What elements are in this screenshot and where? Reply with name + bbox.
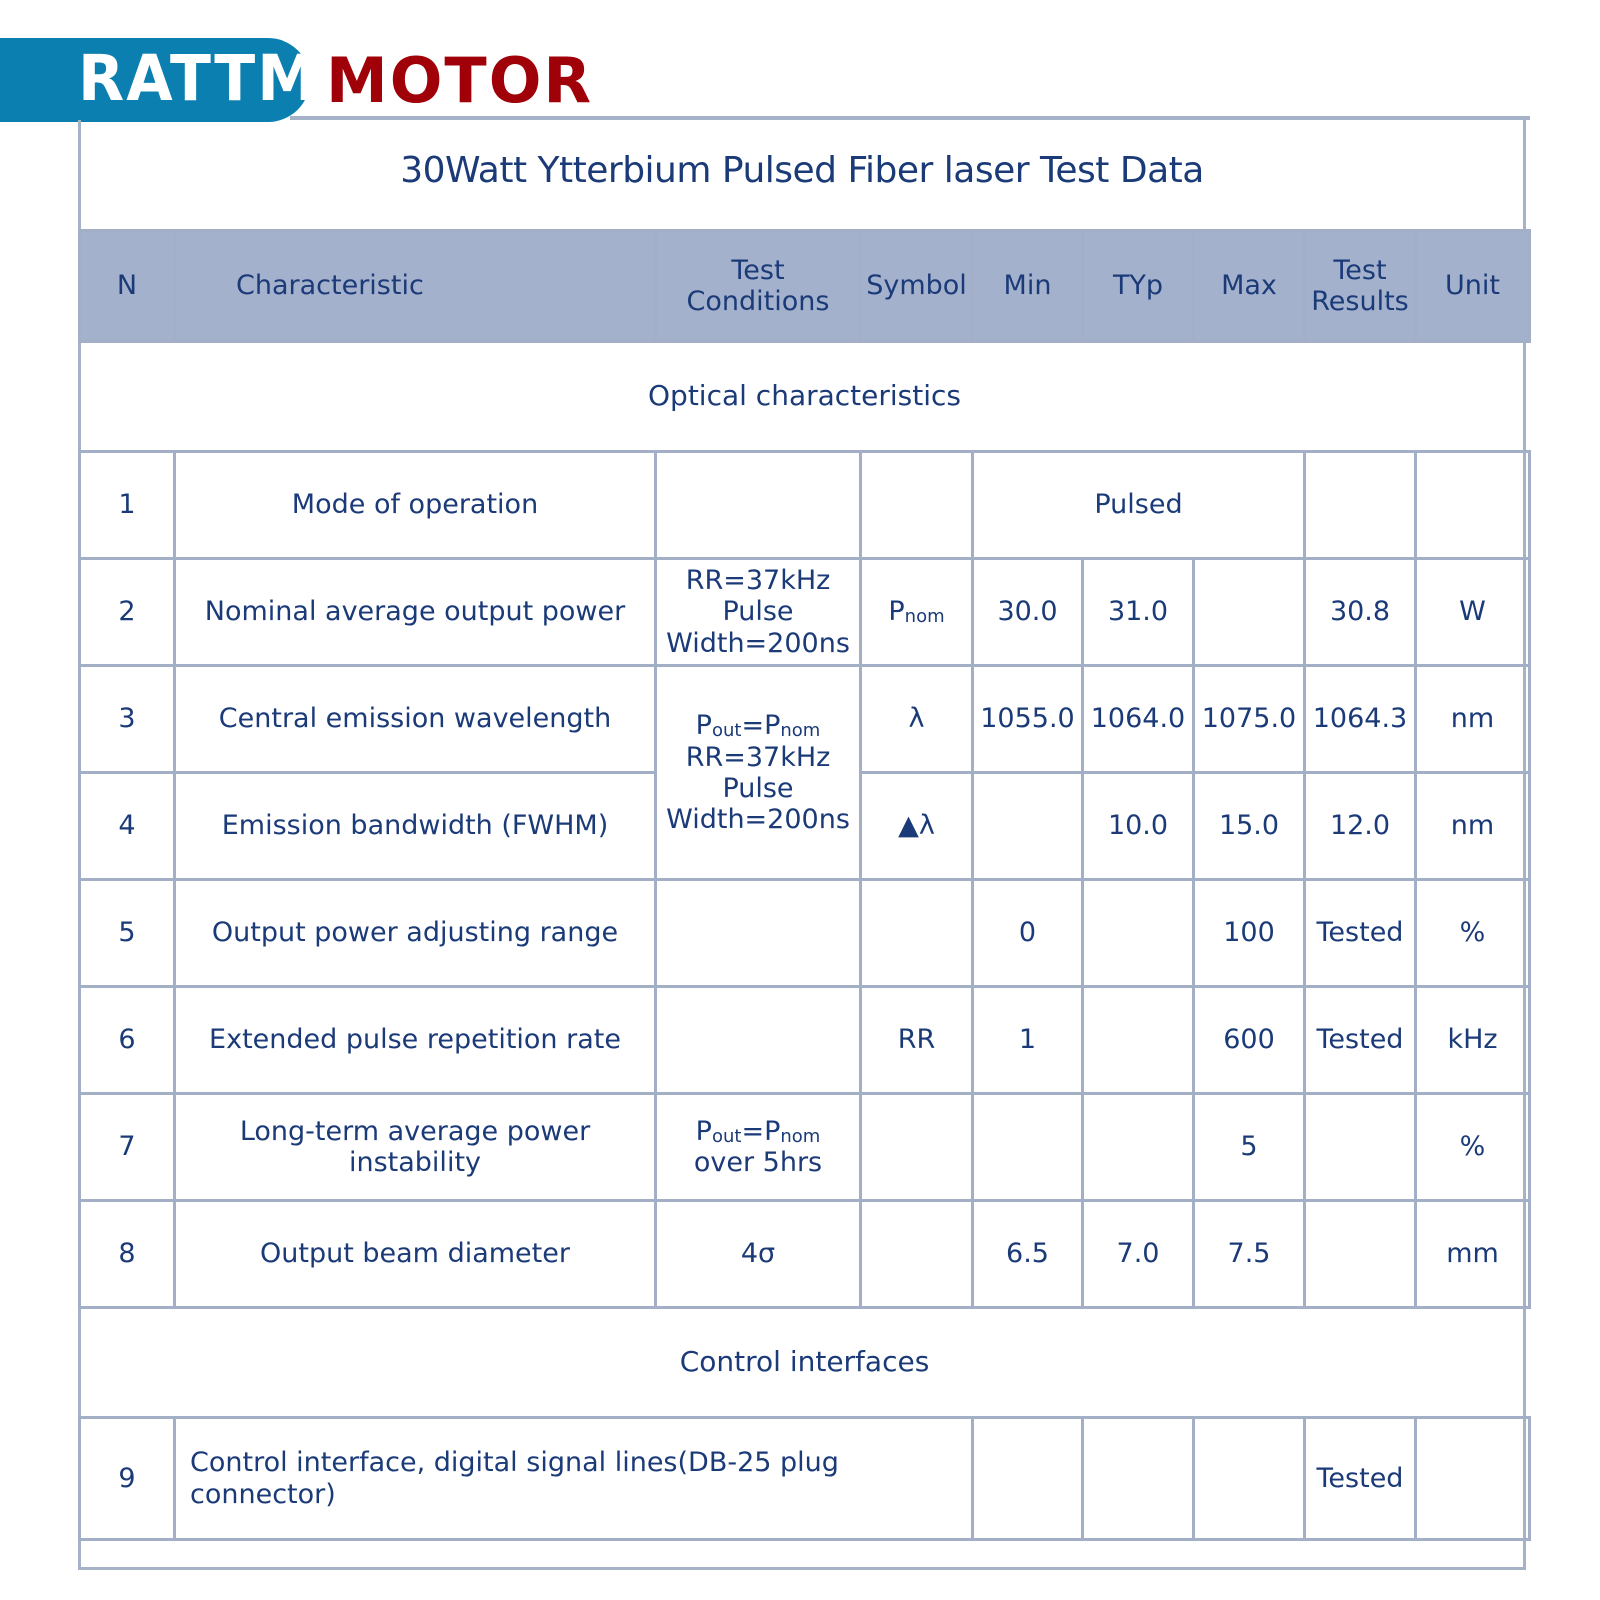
max-value: 5 — [1194, 1094, 1305, 1201]
symbol: λ — [861, 666, 973, 773]
section-title: Control interfaces — [80, 1308, 1530, 1418]
symbol — [861, 1094, 973, 1201]
min-value: 0 — [973, 880, 1083, 987]
header-row — [80, 231, 1530, 342]
power-condition — [661, 1116, 855, 1148]
cond-p: P — [695, 1115, 712, 1147]
row-number: 8 — [80, 1201, 175, 1308]
max-value: 1075.0 — [1194, 666, 1305, 773]
max-value: 15.0 — [1194, 773, 1305, 880]
typ-value — [1083, 1418, 1194, 1540]
section-title: Optical characteristics — [80, 342, 1530, 452]
test-result: 1064.3 — [1305, 666, 1416, 773]
column-header: Symbol — [861, 231, 973, 342]
unit — [1416, 1418, 1530, 1540]
cond-sub: out — [711, 720, 742, 742]
test-conditions — [656, 666, 861, 880]
table-row — [80, 666, 1530, 773]
symbol: ▲λ — [861, 773, 973, 880]
min-value: 1 — [973, 987, 1083, 1094]
unit: % — [1416, 1094, 1530, 1201]
test-data-table — [78, 229, 1531, 1541]
test-conditions: RR=37kHz Pulse Width=200ns — [656, 559, 861, 666]
table-row — [80, 880, 1530, 987]
min-value — [973, 1418, 1083, 1540]
table-row — [80, 987, 1530, 1094]
test-conditions — [656, 880, 861, 987]
row-number: 7 — [80, 1094, 175, 1201]
column-header: Characteristic — [175, 231, 656, 342]
typ-value: 7.0 — [1083, 1201, 1194, 1308]
mode-value: Pulsed — [973, 452, 1305, 559]
max-value — [1194, 1418, 1305, 1540]
unit: % — [1416, 880, 1530, 987]
test-conditions — [656, 452, 861, 559]
page-title: 30Watt Ytterbium Pulsed Fiber laser Test Data — [400, 150, 1204, 191]
min-value — [973, 1094, 1083, 1201]
table-row — [80, 1094, 1530, 1201]
unit: W — [1416, 559, 1530, 666]
typ-value: 1064.0 — [1083, 666, 1194, 773]
characteristic: Mode of operation — [175, 452, 656, 559]
logo-text-motor: MOTOR — [326, 44, 594, 117]
characteristic: Extended pulse repetition rate — [175, 987, 656, 1094]
typ-value: 10.0 — [1083, 773, 1194, 880]
column-header: TYp — [1083, 231, 1194, 342]
min-value: 6.5 — [973, 1201, 1083, 1308]
test-result: 12.0 — [1305, 773, 1416, 880]
symbol: RR — [861, 987, 973, 1094]
logo-text-rattm: RATTM — [78, 42, 319, 116]
unit: nm — [1416, 666, 1530, 773]
cond-p: P — [695, 710, 712, 742]
unit: kHz — [1416, 987, 1530, 1094]
symbol-subscript: nom — [904, 606, 945, 628]
cond-rest: RR=37kHz Pulse Width=200ns — [666, 741, 850, 835]
cond-eq: =P — [741, 710, 781, 742]
symbol — [861, 559, 973, 666]
test-result: 30.8 — [1305, 559, 1416, 666]
test-conditions: 4σ — [656, 1201, 861, 1308]
typ-value: 31.0 — [1083, 559, 1194, 666]
cond-sub: out — [711, 1125, 742, 1147]
test-conditions — [656, 987, 861, 1094]
test-conditions — [656, 1094, 861, 1201]
max-value: 600 — [1194, 987, 1305, 1094]
row-number: 6 — [80, 987, 175, 1094]
characteristic: Long-term average power instability — [175, 1094, 656, 1201]
column-header: Min — [973, 231, 1083, 342]
row-number: 5 — [80, 880, 175, 987]
table-row — [80, 1201, 1530, 1308]
max-value — [1194, 559, 1305, 666]
characteristic: Output power adjusting range — [175, 880, 656, 987]
cond-sub: nom — [780, 720, 821, 742]
table-row — [80, 559, 1530, 666]
characteristic: Emission bandwidth (FWHM) — [175, 773, 656, 880]
column-header: Max — [1194, 231, 1305, 342]
cond-rest: over 5hrs — [693, 1147, 823, 1179]
typ-value — [1083, 987, 1194, 1094]
typ-value — [1083, 880, 1194, 987]
test-result — [1305, 1094, 1416, 1201]
unit: nm — [1416, 773, 1530, 880]
unit: mm — [1416, 1201, 1530, 1308]
characteristic: Central emission wavelength — [175, 666, 656, 773]
column-header: Test Conditions — [656, 231, 861, 342]
test-result: Tested — [1305, 987, 1416, 1094]
section-row — [80, 342, 1530, 452]
section-row — [80, 1308, 1530, 1418]
table-row — [80, 452, 1530, 559]
unit — [1416, 452, 1530, 559]
symbol-base: P — [888, 596, 905, 628]
row-number: 2 — [80, 559, 175, 666]
row-number: 9 — [80, 1418, 175, 1540]
min-value: 30.0 — [973, 559, 1083, 666]
min-value — [973, 773, 1083, 880]
test-result — [1305, 1201, 1416, 1308]
characteristic: Output beam diameter — [175, 1201, 656, 1308]
max-value: 7.5 — [1194, 1201, 1305, 1308]
test-result: Tested — [1305, 880, 1416, 987]
row-number: 4 — [80, 773, 175, 880]
column-header: N — [80, 231, 175, 342]
characteristic: Control interface, digital signal lines(DB-25 plug connector) — [175, 1418, 973, 1540]
test-result — [1305, 452, 1416, 559]
characteristic: Nominal average output power — [175, 559, 656, 666]
max-value: 100 — [1194, 880, 1305, 987]
row-number: 1 — [80, 452, 175, 559]
column-header: Test Results — [1305, 231, 1416, 342]
column-header: Unit — [1416, 231, 1530, 342]
power-condition — [661, 710, 855, 742]
table-row — [80, 1418, 1530, 1540]
symbol — [861, 880, 973, 987]
cond-eq: =P — [741, 1115, 781, 1147]
min-value: 1055.0 — [973, 666, 1083, 773]
typ-value — [1083, 1094, 1194, 1201]
cond-sub: nom — [780, 1125, 821, 1147]
symbol — [861, 452, 973, 559]
symbol — [861, 1201, 973, 1308]
row-number: 3 — [80, 666, 175, 773]
test-result: Tested — [1305, 1418, 1416, 1540]
